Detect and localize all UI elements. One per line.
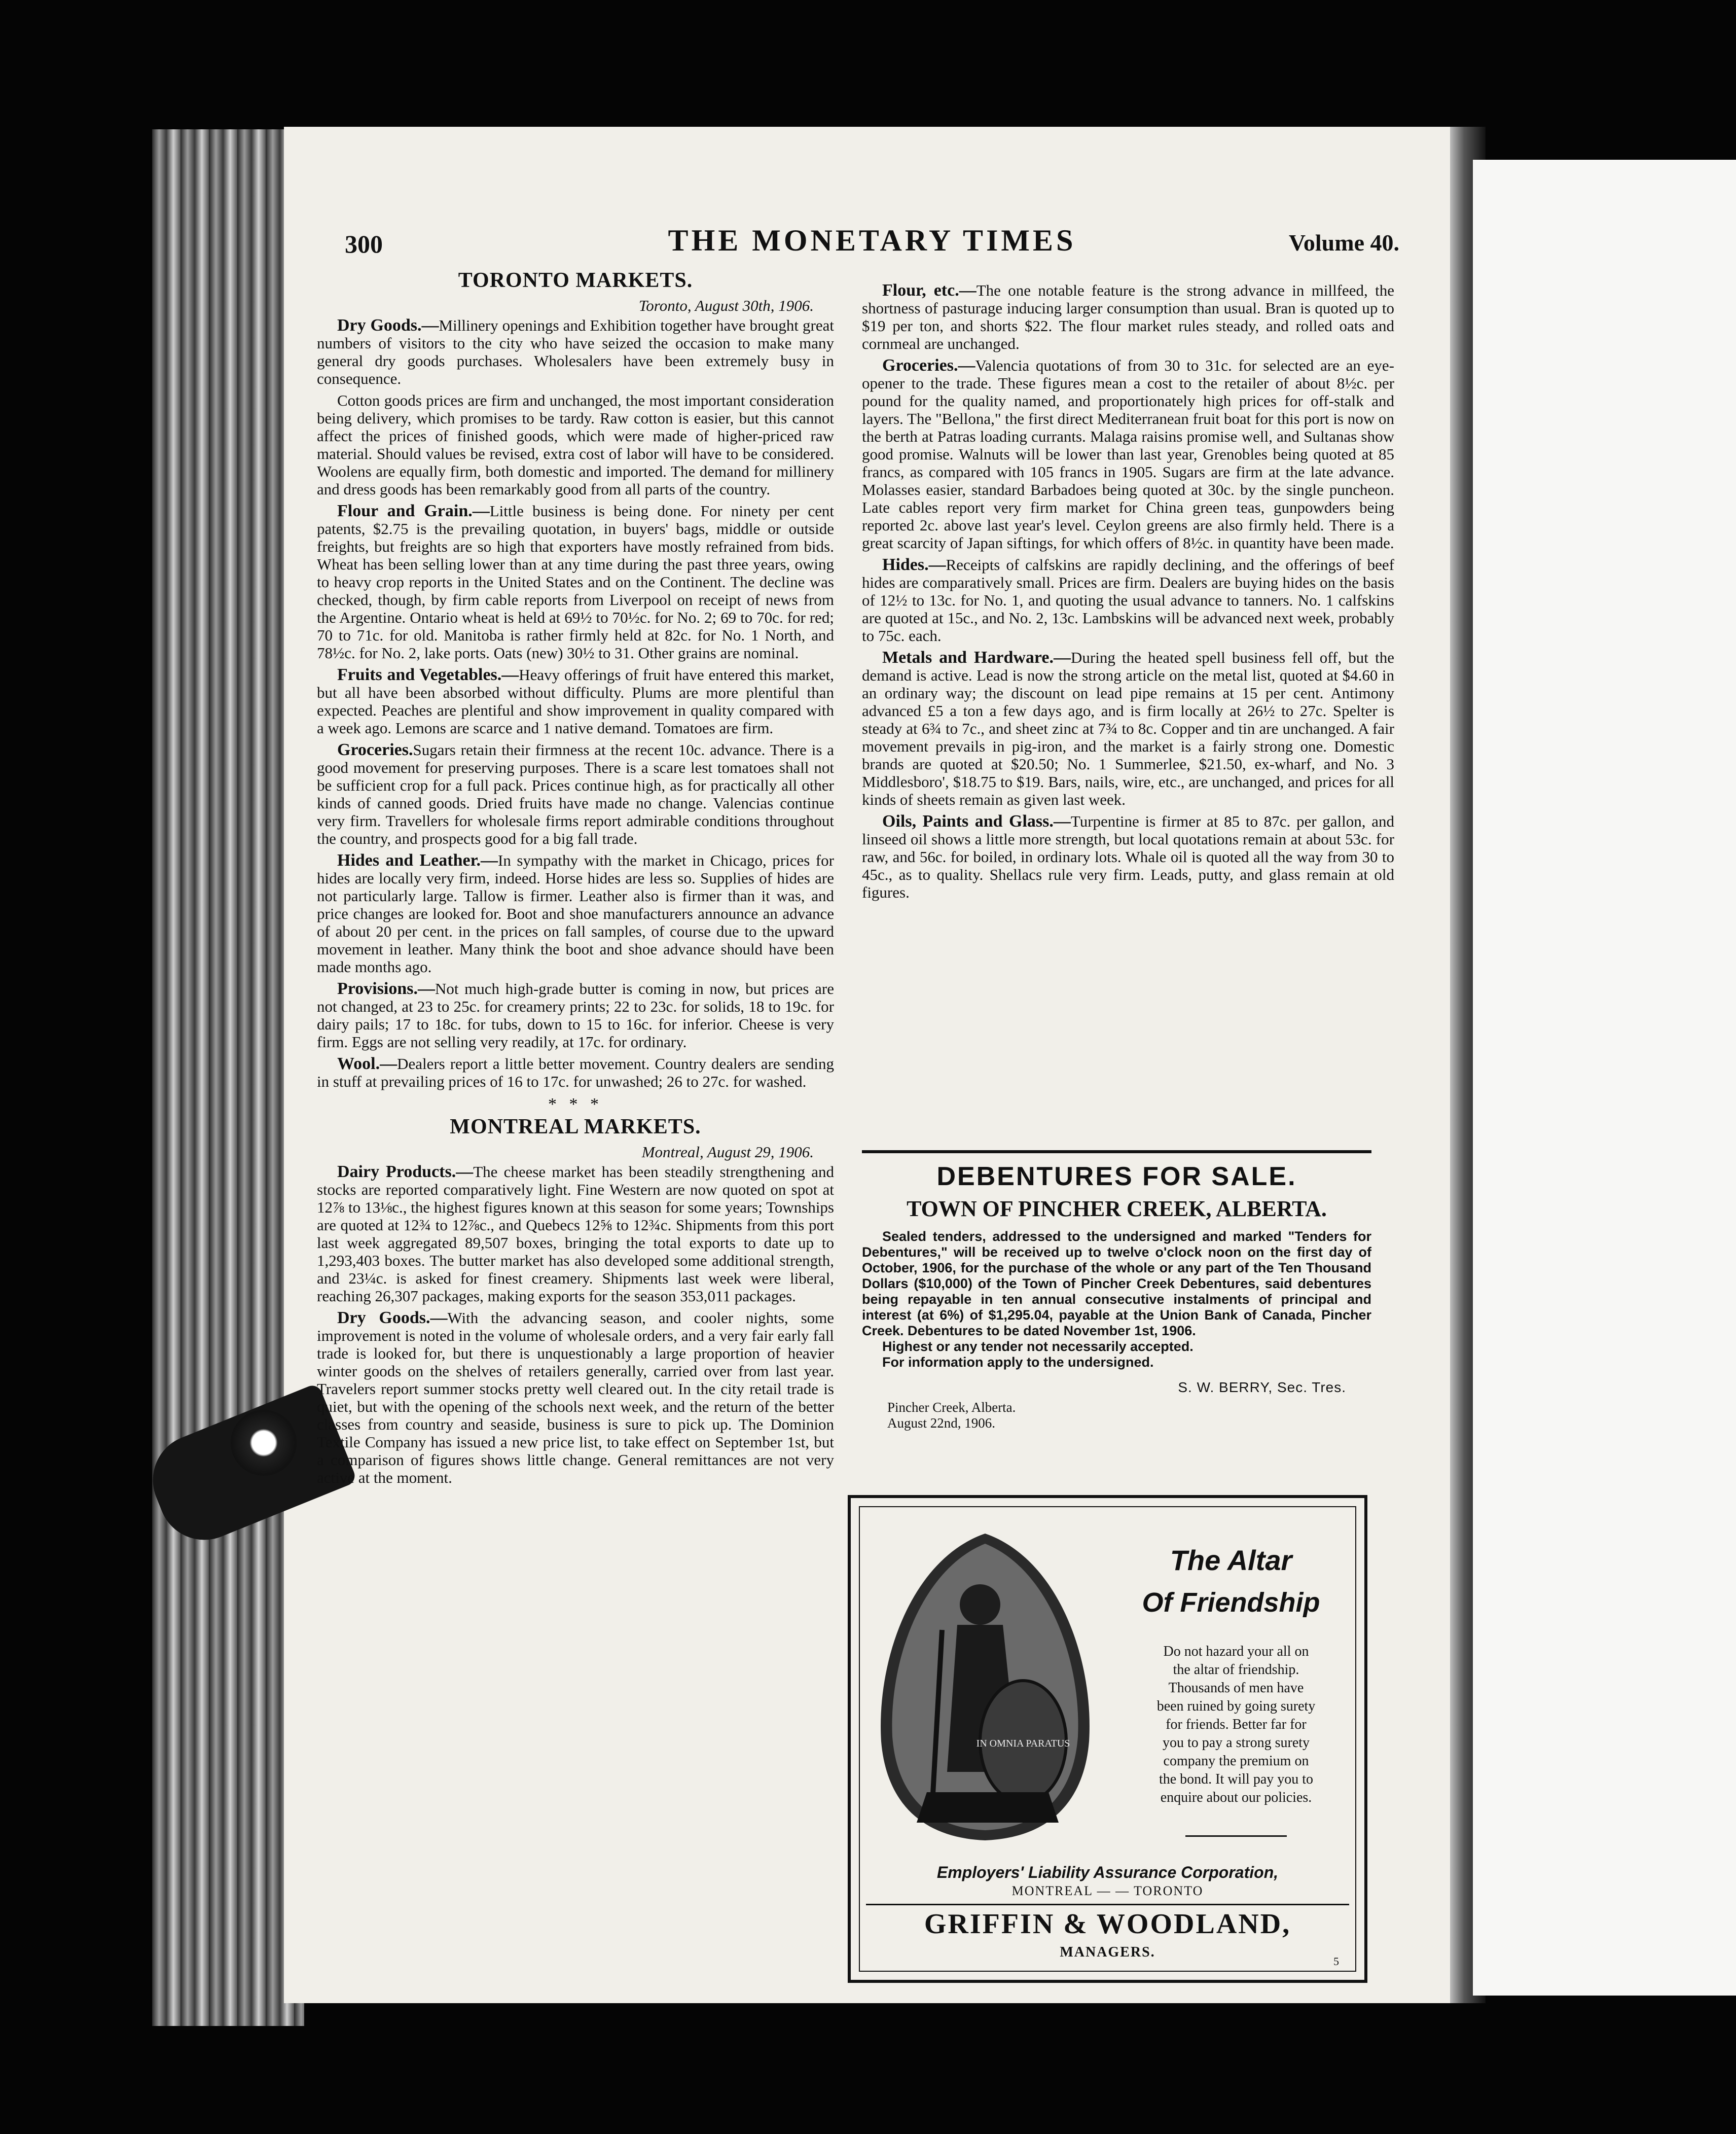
clip-ring <box>231 1410 297 1476</box>
right-paragraph-text: Receipts of calfskins are rapidly declining, and the offerings of beef hides are comparatively small. Prices are firm. Dealers are buying hides on the basis of 12½ to 13c. for No. 1, and quoting the usual advance to tanners. No. 1 calfskins are quoted at 15c., and No. 2, 13c. Lambskins will be advanced next week, probably to 75c. each. <box>862 556 1394 645</box>
right-paragraph <box>862 812 1394 901</box>
advert-text-line: the bond. It will pay you to <box>1159 1771 1314 1787</box>
toronto-paragraph-text: Cotton goods prices are firm and unchanged, the most important consideration being delivery, which promises to be tardy. Raw cotton is easier, but this cannot affect the prices of finished goods, which were made of higher-priced raw material. Should values be revised, extra cost of labor will have to be considered. Woolens are equally firm, both domestic and imported. The demand for millinery and dress goods has been remarkably good from all parts of the country. <box>317 392 834 498</box>
toronto-paragraph <box>317 502 834 662</box>
right-paragraph-text: Turpentine is firmer at 85 to 87c. per gallon, and linseed oil shows a little more strength, but local quotations remain at about 53c. for raw, and 56c. for boiled, in ordinary lots. Whale oil is quoted all the way from 30 to 45c., as to quality. Shellacs rule very firm. Leads, putty, and glass remain at old figures. <box>862 812 1395 901</box>
advert-title-line1: The Altar <box>1170 1544 1292 1576</box>
right-sections <box>862 281 1394 901</box>
advert-text-line: been ruined by going surety <box>1156 1698 1316 1714</box>
right-paragraph-lead: Flour, etc.— <box>882 281 976 300</box>
montreal-sections <box>317 1163 834 1486</box>
toronto-paragraph-text: Not much high-grade butter is coming in now, but prices are not changed, at 23 to 25c. for creamery prints; 22 to 23c. for solids, 18 to 19c. for dairy pails; 17 to 18c. for tubs, down to 15 to 16c. for inferior. Cheese is very firm. Eggs are not selling very readily, at 17c. for ordinary. <box>317 980 834 1051</box>
toronto-dateline: Toronto, August 30th, 1906. <box>638 297 814 314</box>
right-paragraph-lead: Oils, Paints and Glass.— <box>882 812 1071 831</box>
advert-rule <box>866 1904 1349 1905</box>
toronto-paragraph-text: Little business is being done. For ninety per cent patents, $2.75 is the prevailing quotation, in buyers' bags, middle or outside freights, but freights are so high that exporters have mostly refrained from bids. Wheat has been selling lower than at any time during the past three years, owing to heavy crop reports in the United States and on the Continent. The decline was checked, though, by firm cable reports from Liverpool on receipt of news from the Argentine. Ontario wheat is held at 69½ to 70½c. for No. 2; 69 to 70c. for red; 70 to 71c. for old. Manitoba is rather firmly held at 82c. for No. 1 North, and 78½c. for No. 2, lake ports. Oats (new) 30½ to 31. Other grains are nominal. <box>317 502 835 662</box>
advert-cities: MONTREAL — — TORONTO <box>1011 1883 1204 1898</box>
toronto-paragraph-lead: Hides and Leather.— <box>337 851 498 870</box>
allegorical-figure-illustration <box>866 1528 1104 1843</box>
advert-text-line: Do not hazard your all on <box>1163 1644 1309 1659</box>
advert-text-line: you to pay a strong surety <box>1162 1735 1310 1751</box>
advert-text-line: for friends. Better far for <box>1166 1717 1307 1732</box>
page-header <box>345 223 1399 264</box>
shield-motto: IN OMNIA PARATUS <box>976 1738 1070 1749</box>
toronto-paragraph <box>317 316 834 387</box>
toronto-paragraph <box>317 851 834 976</box>
advert-divider <box>1185 1835 1287 1837</box>
toronto-paragraph <box>317 392 834 498</box>
advert-title-line2: Of Friendship <box>1142 1587 1320 1618</box>
toronto-paragraph-lead: Provisions.— <box>337 979 436 998</box>
debentures-line1: Highest or any tender not necessarily accepted. <box>882 1339 1194 1354</box>
debentures-signature: S. W. BERRY, Sec. Tres. <box>1178 1379 1346 1395</box>
toronto-paragraph-text: In sympathy with the market in Chicago, prices for hides are locally very firm, indeed. Horse hides are less so. Supplies of hides are not particularly large. Tallow is firmer. Leather also is firmer than it was, and price changes are looked for. Boot and shoe manufacturers announce an advance of about 20 per cent. in the prices on fall samples, of course due to the upward movement in leather. Many think the boot and shoe advance should have been made months ago. <box>317 851 834 976</box>
right-paragraph <box>862 357 1394 552</box>
toronto-paragraph <box>317 980 834 1051</box>
masthead: THE MONETARY TIMES <box>668 224 1076 257</box>
toronto-paragraph <box>317 1055 834 1090</box>
montreal-paragraph-text: With the advancing season, and cooler nights, some improvement is noted in the volume of wholesale orders, and a very fair early fall trade is looked for, but there is unquestionably a large proportion of heavier winter goods on the shelves of retailers generally, carried over from last year. Travelers report summer stocks pretty well cleared out. In the city retail trade is quiet, but with the opening of the schools next week, and the return of the better classes from country and seaside, business is sure to pick up. The Dominion Textile Company has issued a new price list, to take effect on September 1st, but a comparison of figures shows little change. General remittances are not very active at the moment. <box>317 1309 835 1486</box>
left-column <box>317 269 834 1490</box>
toronto-title: TORONTO MARKETS. <box>458 269 693 292</box>
toronto-paragraph-lead: Wool.— <box>337 1054 397 1073</box>
debentures-body: Sealed tenders, addressed to the undersigned and marked "Tenders for Debentures," will be received up to twelve o'clock noon on the first day of October, 1906, for the purchase of the whole or any part of the Ten Thousand Dollars ($10,000) of the Town of Pincher Creek Debentures, said debentures being repayable in ten annual consecutive instalments of principal and interest (at 6%) of $1,295.04, payable at the Union Bank of Canada, Pincher Creek. Debentures to be dated November 1st, 1906. <box>862 1229 1371 1338</box>
right-paragraph-lead: Metals and Hardware.— <box>882 648 1071 667</box>
toronto-paragraph-lead: Groceries. <box>337 740 413 759</box>
right-paragraph <box>862 281 1394 352</box>
advert-text-line: enquire about our policies. <box>1160 1790 1312 1805</box>
advert-text-line: company the premium on <box>1163 1753 1309 1769</box>
altar-of-friendship-advert <box>848 1495 1367 1983</box>
page-stack-edge <box>152 129 304 2026</box>
page-number: 300 <box>345 230 383 258</box>
right-paragraph-text: Valencia quotations of from 30 to 31c. for selected are an eye-opener to the trade. These figures mean a cost to the retailer of about 8½c. per pound for the quality named, and proportionately high prices for off-stalk and layers. The "Bellona," the first direct Mediterranean fruit boat for this port is now on the berth at Patras loading currants. Malaga raisins promise well, and Sultanas show good promise. Walnuts will be lower than last year, Grenobles being quoted at 85 francs, as compared with 105 francs in 1905. Sugars are firm at the late advance. Molasses easier, standard Barbadoes being quoted at 30c. by the single puncheon. Late cables report very firm market for China green teas, gunpowders being reported 2c. above last year's level. Ceylon greens are also firmly held. There is a great scarcity of Japan siftings, for which offers of 8½c. in quantity have been made. <box>862 357 1394 552</box>
advert-managers: MANAGERS. <box>1060 1944 1155 1960</box>
right-paragraph <box>862 649 1394 808</box>
debentures-date: August 22nd, 1906. <box>887 1415 996 1431</box>
right-paragraph-text: During the heated spell business fell off, but the demand is active. Lead is now the strong article on the metal list, quoted at $4.60 in an ordinary way; the discount on lead pipe remains at 15 per cent. Antimony advanced £5 a ton a few days ago, and is firm locally at 26½ to 27c. Spelter is steady at 6¾ to 7c., and sheet zinc at 7¾ to 8c. Copper and tin are unchanged. A fair movement prevails in pig-iron, and the market is a fairly strong one. Domestic brands are quoted at $20.50; No. 1 Summerlee, $21.50, ex-wharf, and No. 3 Middlesboro', $18.75 to $19. Bars, nails, wire, etc., are unchanged, and prices for all kinds of sheets remain as given last week. <box>862 649 1395 808</box>
toronto-paragraph-text: Sugars retain their firmness at the recent 10c. advance. There is a good movement for preserving purposes. There is a scare lest tomatoes shall not be sufficient crop for a full pack. Prices continue high, as for practically all other kinds of canned goods. Dried fruits have made no change. Valencias continue very firm. Travellers for wholesale firms report admirable conditions throughout the country, and prospects good for a big fall trade. <box>317 741 834 847</box>
toronto-paragraph-lead: Fruits and Vegetables.— <box>337 665 519 684</box>
montreal-paragraph <box>317 1309 834 1486</box>
right-paragraph-text: The one notable feature is the strong advance in millfeed, the shortness of pasturage inducing larger consumption than usual. Bran is quoted up to $19 per ton, and shorts $22. The flour market rules steady, and rolled oats and cornmeal are unchanged. <box>862 281 1394 352</box>
toronto-paragraph-text: Heavy offerings of fruit have entered this market, but all have been absorbed without difficulty. Plums are more plentiful than expected. Peaches are plentiful and show improvement in quality compared with a week ago. Lemons are scarce and 1 native demand. Tomatoes are firm. <box>317 666 834 737</box>
debentures-title: DEBENTURES FOR SALE. <box>936 1162 1297 1191</box>
volume-label: Volume 40. <box>1288 230 1399 256</box>
advert-text-line: Thousands of men have <box>1168 1680 1304 1696</box>
advert-firm: GRIFFIN & WOODLAND, <box>924 1908 1291 1940</box>
advert-text-line: the altar of friendship. <box>1173 1662 1299 1678</box>
montreal-paragraph <box>317 1163 834 1305</box>
toronto-paragraph-lead: Flour and Grain.— <box>337 502 490 520</box>
toronto-paragraph <box>317 741 834 847</box>
toronto-paragraph-text: Dealers report a little better movement. Country dealers are sending in stuff at prevailing prices of 16 to 17c. for unwashed; 26 to 27c. for washed. <box>317 1055 834 1090</box>
montreal-dateline: Montreal, August 29, 1906. <box>641 1143 814 1161</box>
section-separator: * * * <box>548 1095 603 1114</box>
toronto-paragraph-text: Millinery openings and Exhibition together have brought great numbers of visitors to the city who have seized the occasion to make many general dry goods purchases. Wholesalers have been extremely busy in consequence. <box>317 316 834 387</box>
debentures-line2: For information apply to the undersigned. <box>882 1355 1154 1370</box>
montreal-paragraph-lead: Dry Goods.— <box>337 1308 448 1327</box>
debentures-subtitle: TOWN OF PINCHER CREEK, ALBERTA. <box>907 1196 1327 1221</box>
margin-mark: 5 <box>1333 1955 1339 1968</box>
right-column <box>862 281 1394 905</box>
advert-text <box>1132 1643 1340 1807</box>
montreal-paragraph-text: The cheese market has been steadily strengthening and stocks are reported comparatively light. Fine Western are now quoted on spot at 12⅞ to 13⅛c., the highest figures known at this season for some years; Townships are quoted at 12¾ to 12⅞c., and Quebecs 12⅝ to 12¾c. Shipments from this port last week aggregated 89,507 boxes, bringing the total exports to date up to 1,293,403 boxes. The butter market has also developed some additional strength, and 23¼c. is asked for finest creamery. Shipments last week were liberal, reaching 26,307 packages, making exports for the season 353,011 packages. <box>317 1163 834 1305</box>
right-paragraph <box>862 556 1394 645</box>
toronto-paragraph-lead: Dry Goods.— <box>337 316 439 335</box>
debentures-place: Pincher Creek, Alberta. <box>887 1400 1016 1415</box>
next-page-edge <box>1473 160 1736 1996</box>
right-paragraph-lead: Hides.— <box>882 555 946 574</box>
debentures-notice <box>862 1161 1371 1431</box>
right-paragraph-lead: Groceries.— <box>882 356 975 375</box>
toronto-paragraph <box>317 666 834 737</box>
toronto-sections <box>317 316 834 1090</box>
montreal-title: MONTREAL MARKETS. <box>450 1115 701 1139</box>
column-rule <box>862 1150 1371 1153</box>
montreal-paragraph-lead: Dairy Products.— <box>337 1162 474 1181</box>
advert-corporation: Employers' Liability Assurance Corporation, <box>936 1863 1279 1881</box>
